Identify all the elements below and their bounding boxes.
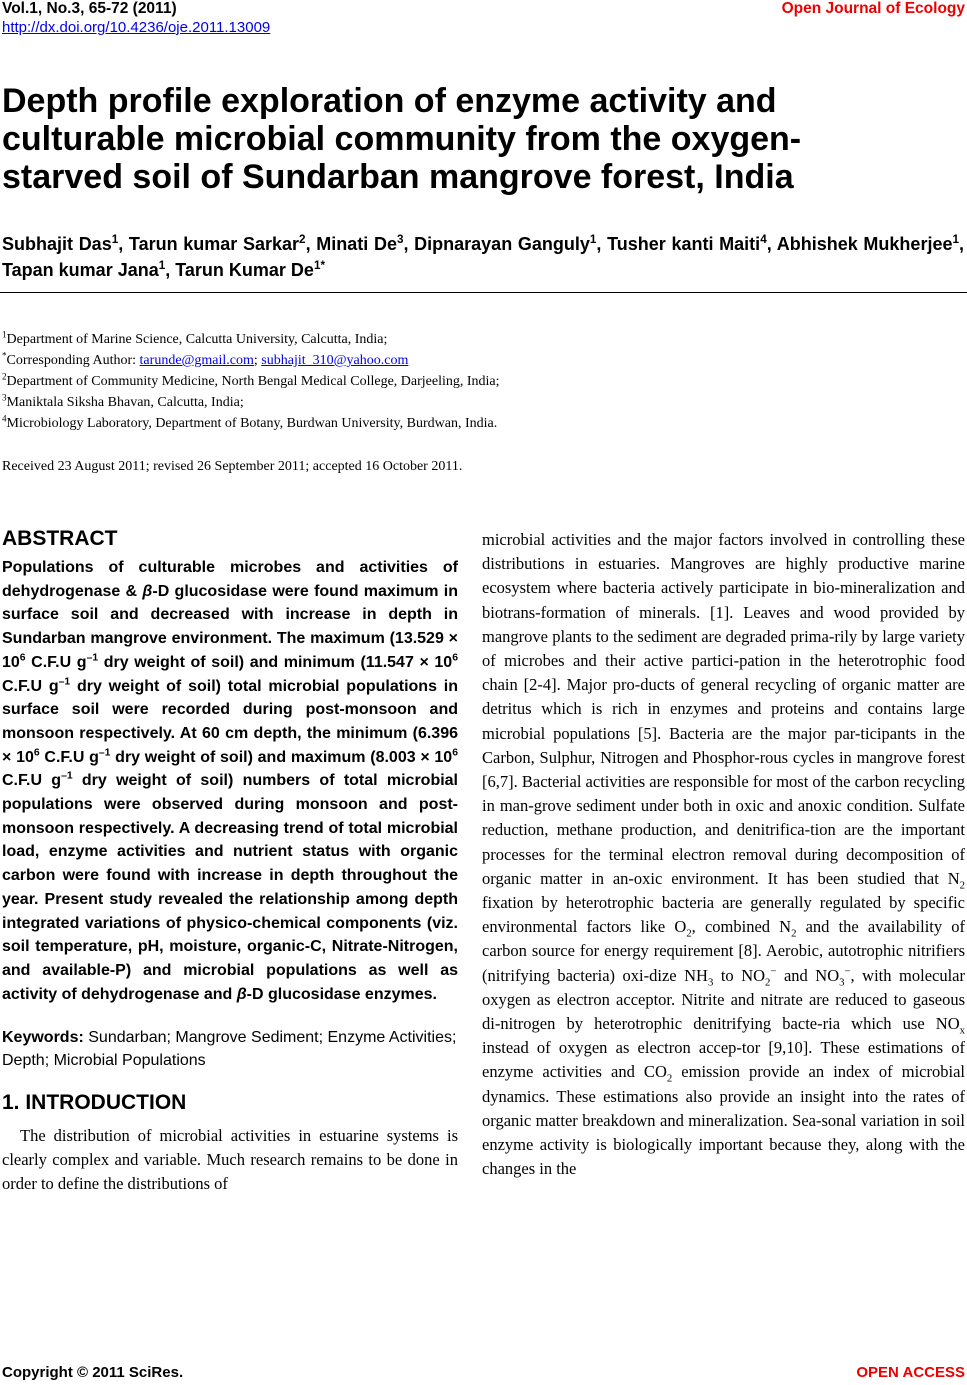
text-fragment: − <box>844 965 851 978</box>
text-fragment: β <box>236 985 247 1003</box>
keywords-label: Keywords: <box>2 1029 84 1047</box>
right-column-text: microbial activities and the major factors involved in controlling these distributions in estuaries. Mangroves are highly productive marine ecosystem where bacteria actively participate in bio-mineralization and biotrans-formation of minerals. [1]. Leaves and wood provided by mangrove plants to the sediment are degraded prima-rily by large variety of microbes and their active partici-pation in the heterotrophic food chain [2-4]. Major pro-ducts of general recycling of organic matter are detritus which is rich in enzymes and proteins and contains large microbial populations [5]. Bacteria are the major par-ticipants in the Carbon, Sulphur, Nitrogen and Phosphor-rous cycles in mangrove forest [6,7]. Bacterial activities are responsible for most of the carbon recycling in man-grove sediment under both in oxic and anoxic condition. Sulfate reduction, methane production, and denitrifica-tion are the important processes for the terminal electron removal during decomposition of organic matter in an-oxic environment. It has been studied that $N_2$ fixation by heterotrophic bacteria are generally regulated by specific environmental factors like $O_2$, combined $N_2$ and the availability of carbon source for energy requirement [8]. Aerobic, autotrophic nitrifiers (nitrifying bacteria) oxi-dize $NH_3$ to $NO_2^-$ and $NO_3^-$, with molecular oxygen as electron acceptor. Nitrite and nitrate are reduced to gaseous di-nitrogen by heterotrophic denitrifying bacte-ria which use $NO_x$ instead of oxygen as electron accep-tor [9,10]. These estimations of enzyme activities and $CO_2$ emission provide an index of microbial dynamics. These estimations also provide an insight into the rates of organic matter breakdown and mineralization. Sea-sonal variation in soil enzyme activity is biologically important because they, along with the changes in the <box>482 530 966 1179</box>
divider <box>0 292 967 293</box>
text-fragment: 4 <box>2 413 7 424</box>
affiliations <box>2 329 902 434</box>
text-fragment: 6 <box>452 747 458 759</box>
text-fragment: 2 <box>666 1072 673 1085</box>
affiliation-line: $^2$Department of Community Medicine, North Bengal Medical College, Darjeeling, India; <box>2 371 500 389</box>
text-fragment: x <box>959 1024 965 1037</box>
intro-heading: 1. INTRODUCTION <box>2 1091 187 1115</box>
received-dates: Received 23 August 2011; revised 26 September 2011; accepted 16 October 2011. <box>2 459 463 474</box>
journal-name: Open Journal of Ecology <box>781 0 965 17</box>
text-fragment: 2 <box>686 927 692 940</box>
journal-volume: Vol.1, No.3, 65-72 (2011) <box>2 0 177 17</box>
intro-paragraph: The distribution of microbial activities in estuarine systems is clearly complex and variable. Much research remains to be done in order to define the distributions of <box>2 1126 458 1194</box>
text-fragment: 2 <box>299 233 306 246</box>
text-fragment: 6 <box>19 652 26 664</box>
text-fragment: –1 <box>86 652 99 664</box>
text-fragment: * <box>2 350 7 361</box>
abstract-text: Populations of culturable microbes and activities of dehydrogenase & β-D glucosidase were found maximum in surface soil and decreased with increase in depth in Sundarban mangrove environment. The maximum ($13.529 \times 10^6$ C.F.U $g^{-1}$ dry weight of soil) and minimum ($11.547 \times 10^6$ C.F.U $g^{-1}$ dry weight of soil) total microbial populations in surface soil were recorded during post-monsoon and monsoon respectively. At 60 cm depth, the minimum ($6.396 \times 10^6$ C.F.U $g^{-1}$ dry weight of soil) and maximum ($8.003 \times 10^6$ C.F.U $g^{-1}$ dry weight of soil) numbers of total microbial populations were observed during monsoon and post-monsoon respectively. A decreasing trend of total microbial load, enzyme activities and nutrient status with organic carbon were found with increase in depth throughout the year. Present study revealed the relationship among depth integrated variations of physico-chemical components (viz. soil temperature, pH, moisture, organic-C, Nitrate-Nitrogen, and available-P) and microbial populations as well as activity of dehydrogenase and β-D glucosidase enzymes. <box>2 559 459 1003</box>
text-fragment: –1 <box>98 747 111 759</box>
keywords-list: Sundarban; Mangrove Sediment; Enzyme Activities; Depth; Microbial Populations <box>2 1029 457 1070</box>
footer-open-access: OPEN ACCESS <box>856 1364 965 1381</box>
affiliation-line: $^4$Microbiology Laboratory, Department of Botany, Burdwan University, Burdwan, India. <box>2 413 498 431</box>
doi-link[interactable]: http://dx.doi.org/10.4236/oje.2011.13009 <box>2 19 271 36</box>
authors: Subhajit Das$^1$, Tarun kumar Sarkar$^2$, Minati De$^3$, Dipnarayan Ganguly$^1$, Tusher kanti Maiti$^4$, Abhishek Mukherjee$^1$, Tapan kumar Jana$^1$, Tarun Kumar $De^{1*}$ <box>2 233 964 280</box>
text-fragment: 3 <box>396 233 404 246</box>
text-fragment: 1 <box>952 233 959 246</box>
email-link[interactable]: subhajit_310@yahoo.com <box>261 353 409 368</box>
left-column <box>2 526 458 1196</box>
affiliation-line: *Corresponding Author: tarunde@gmail.com; subhajit_310@yahoo.com <box>2 350 409 368</box>
text-fragment: 2 <box>765 975 771 988</box>
paper-title: Depth profile exploration of enzyme activity and culturable microbial community from the oxygen-starved soil of Sundarban mangrove forest, India <box>2 82 802 196</box>
text-fragment: 2 <box>791 927 797 940</box>
text-fragment: 2 <box>2 371 7 382</box>
text-fragment: 4 <box>760 233 767 246</box>
abstract-heading: ABSTRACT <box>2 527 118 550</box>
text-fragment: − <box>770 965 777 978</box>
affiliation-line: $^1$Department of Marine Science, Calcutta University, Calcutta, India; <box>2 329 388 347</box>
text-fragment: 3 <box>2 392 7 403</box>
text-fragment: 6 <box>33 747 40 759</box>
text-fragment: –1 <box>61 771 73 782</box>
text-fragment: 1* <box>313 259 326 272</box>
text-fragment: 2 <box>959 879 965 892</box>
text-fragment: –1 <box>58 676 71 688</box>
text-fragment: β <box>142 582 153 600</box>
footer-copyright: Copyright © 2011 SciRes. <box>2 1364 184 1381</box>
text-fragment: 6 <box>452 652 458 664</box>
text-fragment: 3 <box>839 975 845 988</box>
affiliation-line: $^3$Maniktala Siksha Bhavan, Calcutta, India; <box>2 392 244 410</box>
email-link[interactable]: tarunde@gmail.com <box>139 353 254 368</box>
text-fragment: 1 <box>158 259 166 272</box>
text-fragment: 1 <box>2 329 7 340</box>
text-fragment: 1 <box>589 233 597 246</box>
keywords <box>2 1026 458 1072</box>
text-fragment: 1 <box>111 233 119 246</box>
text-fragment: 3 <box>707 975 714 988</box>
